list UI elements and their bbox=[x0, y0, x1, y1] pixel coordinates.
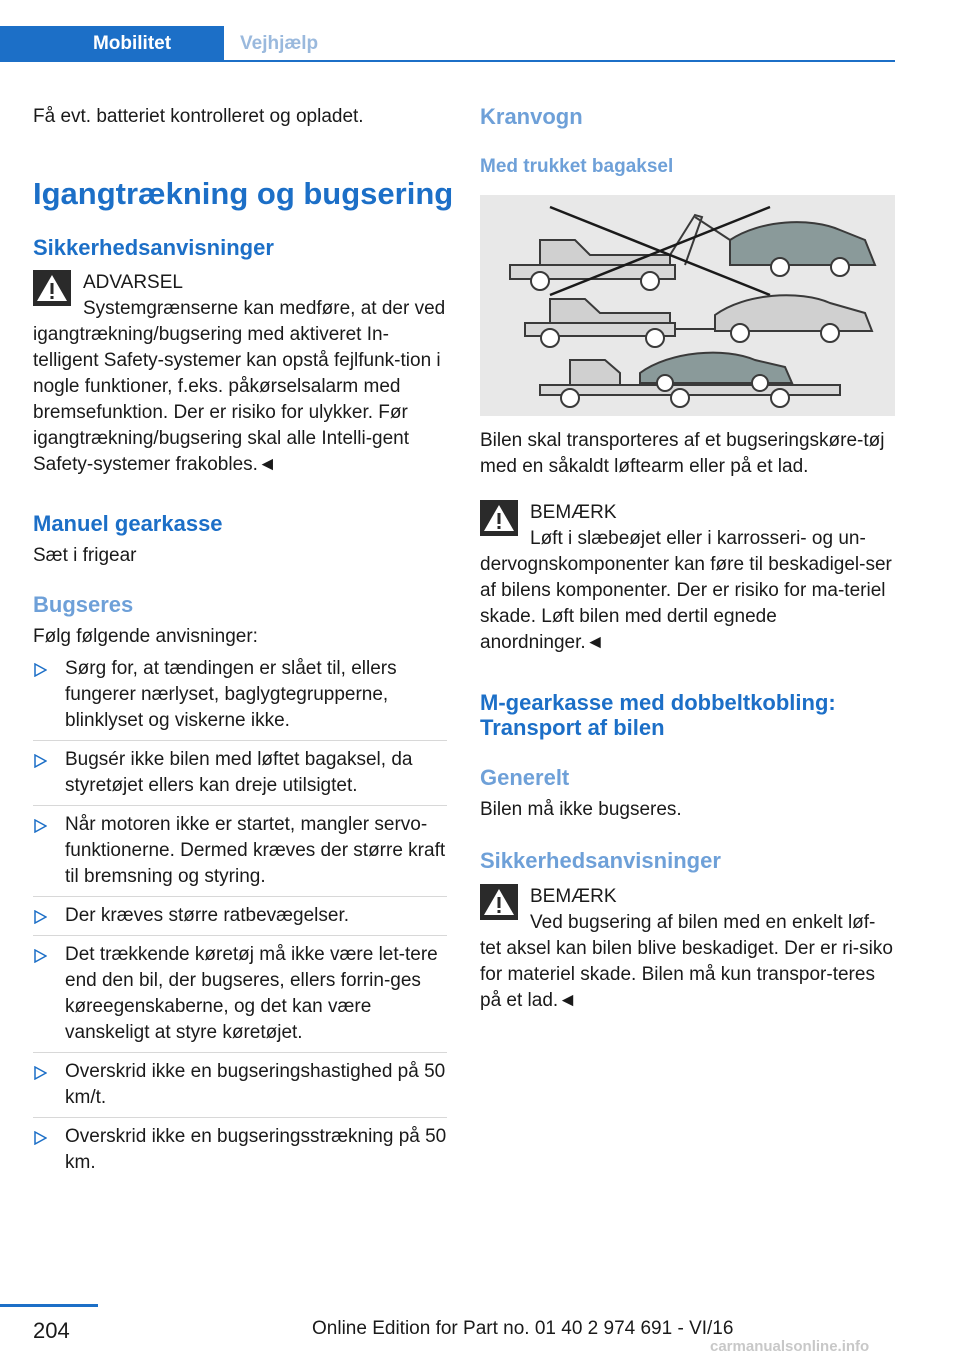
kranvogn-heading: Kranvogn bbox=[480, 104, 583, 129]
list-item: Bugsér ikke bilen med løftet bagaksel, da styretøjet ellers kan dreje utilsigtet. bbox=[33, 741, 447, 806]
warning-title: ADVARSEL bbox=[83, 272, 183, 293]
towing-instructions-list bbox=[33, 650, 447, 1182]
notice-body: Løft i slæbeøjet eller i karrosseri- og un-dervognskomponenter kan føre til beskadigel-ser af bilens komponenter. Der er risiko for ma-teriel skade. Løft bilen med dertil egnede anordninger.◄ bbox=[480, 528, 892, 653]
safety-heading-right: Sikkerhedsanvisninger bbox=[480, 848, 721, 873]
warning-body: Systemgrænserne kan medføre, at der ved igangtrækning/bugsering med aktiveret In-telligent Safety-systemer kan opstå fejlfunk-tion i nogle funktioner, f.eks. påkørselsalarm med bremsefunktion. Der er risiko for ulykker. Før igangtrækning/bugsering skal alle Intelli-gent Safety-systemer frakobles.◄ bbox=[33, 298, 446, 475]
header-tabs bbox=[0, 0, 895, 63]
section-title: Igangtrækning og bugsering bbox=[33, 176, 454, 211]
intro-text: Få evt. batteriet kontrolleret og opladet. bbox=[33, 106, 364, 127]
notice-box-1 bbox=[480, 500, 895, 660]
transport-text: Bilen skal transporteres af et bugseringskøre-tøj med en såkaldt løftearm eller på et lad. bbox=[480, 430, 885, 477]
list-item: Overskrid ikke en bugseringshastighed på 50 km/t. bbox=[33, 1053, 447, 1118]
bullet-triangle-icon bbox=[33, 663, 47, 677]
tab-vejhjaelp[interactable]: Vejhjælp bbox=[240, 33, 319, 54]
towed-heading: Bugseres bbox=[33, 592, 134, 617]
tow-truck-illustration bbox=[480, 195, 895, 416]
list-item: Der kræves større ratbevægelser. bbox=[33, 897, 447, 936]
tab-mobilitet[interactable]: Mobilitet bbox=[0, 26, 224, 62]
bullet-triangle-icon bbox=[33, 949, 47, 963]
bullet-triangle-icon bbox=[33, 1131, 47, 1145]
manual-gearbox-heading: Manuel gearkasse bbox=[33, 511, 223, 536]
notice-title: BEMÆRK bbox=[530, 502, 617, 523]
list-item: Sørg for, at tændingen er slået til, ellers fungerer nærlyset, baglygtegrupperne, blinklyset og viskerne ikke. bbox=[33, 650, 447, 741]
footer-divider bbox=[0, 1304, 98, 1307]
bullet-triangle-icon bbox=[33, 910, 47, 924]
notice-box-2 bbox=[480, 884, 895, 1024]
warning-box bbox=[33, 270, 447, 480]
towed-text: Følg følgende anvisninger: bbox=[33, 626, 258, 647]
safety-heading-left: Sikkerhedsanvisninger bbox=[33, 235, 274, 260]
manual-gearbox-text: Sæt i frigear bbox=[33, 545, 137, 566]
list-item: Når motoren ikke er startet, mangler servo-funktionerne. Dermed kræves der større kraft til bremsning og styring. bbox=[33, 806, 447, 897]
general-heading: Generelt bbox=[480, 765, 570, 790]
bullet-triangle-icon bbox=[33, 1066, 47, 1080]
general-text: Bilen må ikke bugseres. bbox=[480, 799, 682, 820]
kranvogn-subheading: Med trukket bagaksel bbox=[480, 156, 674, 177]
notice-body: Ved bugsering af bilen med en enkelt løf-tet aksel kan bilen blive beskadiget. Der er ri-siko for materiel skade. Bilen må kun transpor-teres på et lad.◄ bbox=[480, 912, 893, 1011]
m-gearbox-heading: M-gearkasse med dobbeltkobling: Transport af bilen bbox=[480, 690, 836, 740]
watermark: carmanualsonline.info bbox=[710, 1338, 870, 1355]
list-item: Det trækkende køretøj må ikke være let-tere end den bil, der bugseres, ellers forrin-ges køreegenskaberne, og det kan være vanskeligt at styre køretøjet. bbox=[33, 936, 447, 1053]
bullet-triangle-icon bbox=[33, 819, 47, 833]
bullet-triangle-icon bbox=[33, 754, 47, 768]
header-divider bbox=[224, 60, 895, 62]
page-number: 204 bbox=[33, 1318, 70, 1343]
notice-title: BEMÆRK bbox=[530, 886, 617, 907]
list-item: Overskrid ikke en bugseringsstrækning på 50 km. bbox=[33, 1118, 447, 1182]
edition-text: Online Edition for Part no. 01 40 2 974 691 - VI/16 bbox=[312, 1318, 734, 1339]
